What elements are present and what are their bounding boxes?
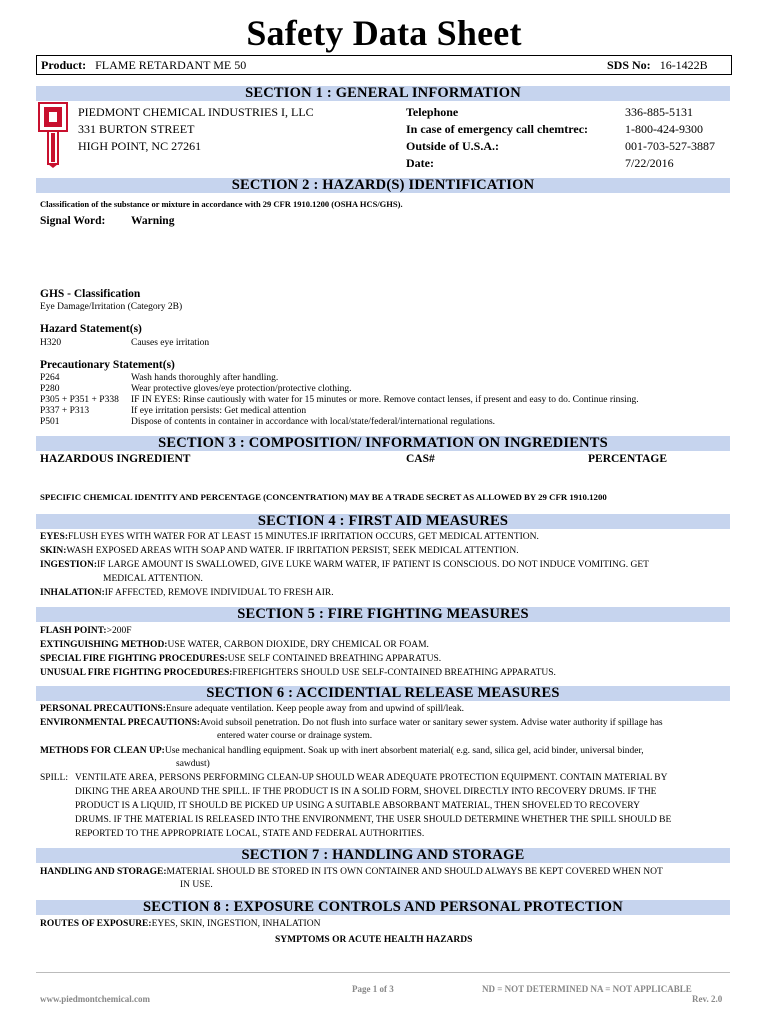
section3-heading: SECTION 3 : COMPOSITION/ INFORMATION ON INGREDIENTS (36, 436, 730, 451)
signal-word-value: Warning (131, 215, 175, 227)
website-link[interactable]: www.piedmontchemical.com (40, 994, 150, 1004)
precaution-text: Wear protective gloves/eye protection/protective clothing. (131, 384, 352, 394)
spill-text-line: DRUMS. IF THE MATERIAL IS RELEASED INTO THE ENVIRONMENT, THE USER SHOULD DETERMINE WHETHER THE SPILL SHOULD BE (75, 815, 672, 825)
product-label: Product: (41, 58, 87, 72)
footer-divider (36, 972, 730, 973)
ghs-classification: Eye Damage/Irritation (Category 2B) (40, 302, 183, 312)
handling-storage: HANDLING AND STORAGE:MATERIAL SHOULD BE STORED IN ITS OWN CONTAINER AND SHOULD ALWAYS BE KEPT COVERED WHEN NOT (40, 867, 663, 877)
document-title: Safety Data Sheet (246, 13, 522, 53)
hazard-code: H320 (40, 338, 62, 348)
clean-up-methods-cont: sawdust) (176, 759, 210, 769)
spill-text-line: VENTILATE AREA, PERSONS PERFORMING CLEAN-UP SHOULD WEAR ADEQUATE PROTECTION EQUIPMENT. CONTAIN MATERIAL BY (75, 773, 668, 783)
section1-heading: SECTION 1 : GENERAL INFORMATION (36, 86, 730, 101)
first-aid-ingestion-cont: MEDICAL ATTENTION. (103, 574, 203, 584)
unusual-procedures: UNUSUAL FIRE FIGHTING PROCEDURES:FIREFIGHTERS SHOULD USE SELF-CONTAINED BREATHING APPARATUS. (40, 668, 556, 678)
company-city: HIGH POINT, NC 27261 (78, 139, 202, 153)
precaution-text: If eye irritation persists: Get medical attention (131, 406, 307, 416)
precaution-code: P305 + P351 + P338 (40, 395, 119, 405)
first-aid-inhalation: INHALATION:IF AFFECTED, REMOVE INDIVIDUAL TO FRESH AIR. (40, 588, 334, 598)
ghs-heading: GHS - Classification (40, 288, 141, 300)
section6-heading: SECTION 6 : ACCIDENTIAL RELEASE MEASURES (36, 686, 730, 701)
handling-storage-cont: IN USE. (180, 880, 213, 890)
signal-word-label: Signal Word: (40, 215, 106, 227)
hazard-text: Causes eye irritation (131, 338, 210, 348)
precaution-heading: Precautionary Statement(s) (40, 359, 175, 371)
spill-text-line: PRODUCT IS A LIQUID, IT SHOULD BE PICKED UP USING A SUITABLE ABSORBANT MATERIAL, THEN SHOVELED TO RECOVERY (75, 801, 640, 811)
sds-number-label: SDS No: (607, 58, 651, 72)
section8-heading: SECTION 8 : EXPOSURE CONTROLS AND PERSONAL PROTECTION (36, 900, 730, 915)
precaution-code: P337 + P313 (40, 406, 90, 416)
hazard-heading: Hazard Statement(s) (40, 323, 142, 335)
product-box (36, 55, 732, 75)
routes-of-exposure: ROUTES OF EXPOSURE:EYES, SKIN, INGESTION, INHALATION (40, 919, 321, 929)
col-hazardous-ingredient: HAZARDOUS INGREDIENT (40, 453, 191, 465)
legend-note: ND = NOT DETERMINED NA = NOT APPLICABLE (482, 984, 692, 994)
col-percentage: PERCENTAGE (588, 453, 668, 465)
section5-heading: SECTION 5 : FIRE FIGHTING MEASURES (36, 607, 730, 622)
extinguishing-method: EXTINGUISHING METHOD:USE WATER, CARBON DIOXIDE, DRY CHEMICAL OR FOAM. (40, 640, 429, 650)
first-aid-skin: SKIN:WASH EXPOSED AREAS WITH SOAP AND WATER. IF IRRITATION PERSIST, SEEK MEDICAL ATTENTION. (40, 546, 519, 556)
product-name: FLAME RETARDANT ME 50 (95, 58, 247, 72)
precaution-code: P280 (40, 384, 60, 394)
personal-precautions: PERSONAL PRECAUTIONS:Ensure adequate ventilation. Keep people away from and upwind of spill/leak. (40, 704, 465, 714)
company-name: PIEDMONT CHEMICAL INDUSTRIES I, LLC (78, 105, 314, 119)
precaution-text: Dispose of contents in container in accordance with local/state/federal/international regulations. (131, 417, 496, 427)
flash-point: FLASH POINT:>200F (40, 626, 132, 636)
page-number: Page 1 of 3 (352, 984, 394, 994)
telephone-label: Telephone (406, 105, 459, 119)
environmental-precautions: ENVIRONMENTAL PRECAUTIONS:Avoid subsoil penetration. Do not flush into surface water or sanitary sewer system. Advise water authority if spillage has (40, 718, 663, 728)
first-aid-ingestion: INGESTION:IF LARGE AMOUNT IS SWALLOWED, GIVE LUKE WARM WATER, IF PATIENT IS CONSCIOUS. DO NOT INDUCE VOMITING. GET (40, 560, 649, 570)
spill-text-line: REPORTED TO THE APPROPRIATE LOCAL, STATE AND FEDERAL AUTHORITIES. (75, 829, 425, 839)
first-aid-eyes: EYES:FLUSH EYES WITH WATER FOR AT LEAST 15 MINUTES.IF IRRITATION OCCURS, GET MEDICAL ATTENTION. (40, 532, 539, 542)
outside-usa-value: 001-703-527-3887 (625, 139, 715, 153)
company-street: 331 BURTON STREET (78, 122, 195, 136)
trade-secret-note: SPECIFIC CHEMICAL IDENTITY AND PERCENTAGE (CONCENTRATION) MAY BE A TRADE SECRET AS ALLOWED BY 29 CFR 1910.1200 (40, 492, 607, 502)
precaution-text: Wash hands thoroughly after handling. (131, 373, 279, 383)
revision: Rev. 2.0 (692, 994, 723, 1004)
clean-up-methods: METHODS FOR CLEAN UP:Use mechanical handling equipment. Soak up with inert absorbent material( e.g. sand, silica gel, acid binder, universal binder, (40, 746, 644, 756)
precaution-code: P264 (40, 373, 60, 383)
emergency-label: In case of emergency call chemtrec: (406, 122, 589, 136)
date-label: Date: (406, 156, 434, 170)
precaution-text: IF IN EYES: Rinse cautiously with water for 15 minutes or more. Remove contact lenses, if present and easy to do. Continue rinsing. (131, 395, 639, 405)
symptoms-heading: SYMPTOMS OR ACUTE HEALTH HAZARDS (275, 935, 473, 945)
section7-heading: SECTION 7 : HANDLING AND STORAGE (36, 848, 730, 863)
spill-text-line: DIKING THE AREA AROUND THE SPILL. IF THE PRODUCT IS IN A SOLID FORM, SHOVEL DIRECTLY INTO RECOVERY DRUMS. IF THE (75, 787, 657, 797)
outside-usa-label: Outside of U.S.A.: (406, 139, 500, 153)
emergency-value: 1-800-424-9300 (625, 122, 703, 136)
environmental-precautions-cont: entered water course or drainage system. (217, 731, 373, 741)
telephone-value: 336-885-5131 (625, 105, 693, 119)
company-logo-icon (38, 102, 68, 168)
section4-heading: SECTION 4 : FIRST AID MEASURES (36, 514, 730, 529)
precaution-code: P501 (40, 417, 60, 427)
date-value: 7/22/2016 (625, 156, 674, 170)
col-cas: CAS# (406, 453, 435, 465)
special-procedures: SPECIAL FIRE FIGHTING PROCEDURES:USE SELF CONTAINED BREATHING APPARATUS. (40, 654, 442, 664)
sds-number: 16-1422B (659, 58, 708, 72)
classification-note: Classification of the substance or mixture in accordance with 29 CFR 1910.1200 (OSHA HCS/GHS). (40, 199, 403, 209)
spill-label: SPILL: (40, 773, 68, 783)
section2-heading: SECTION 2 : HAZARD(S) IDENTIFICATION (36, 178, 730, 193)
